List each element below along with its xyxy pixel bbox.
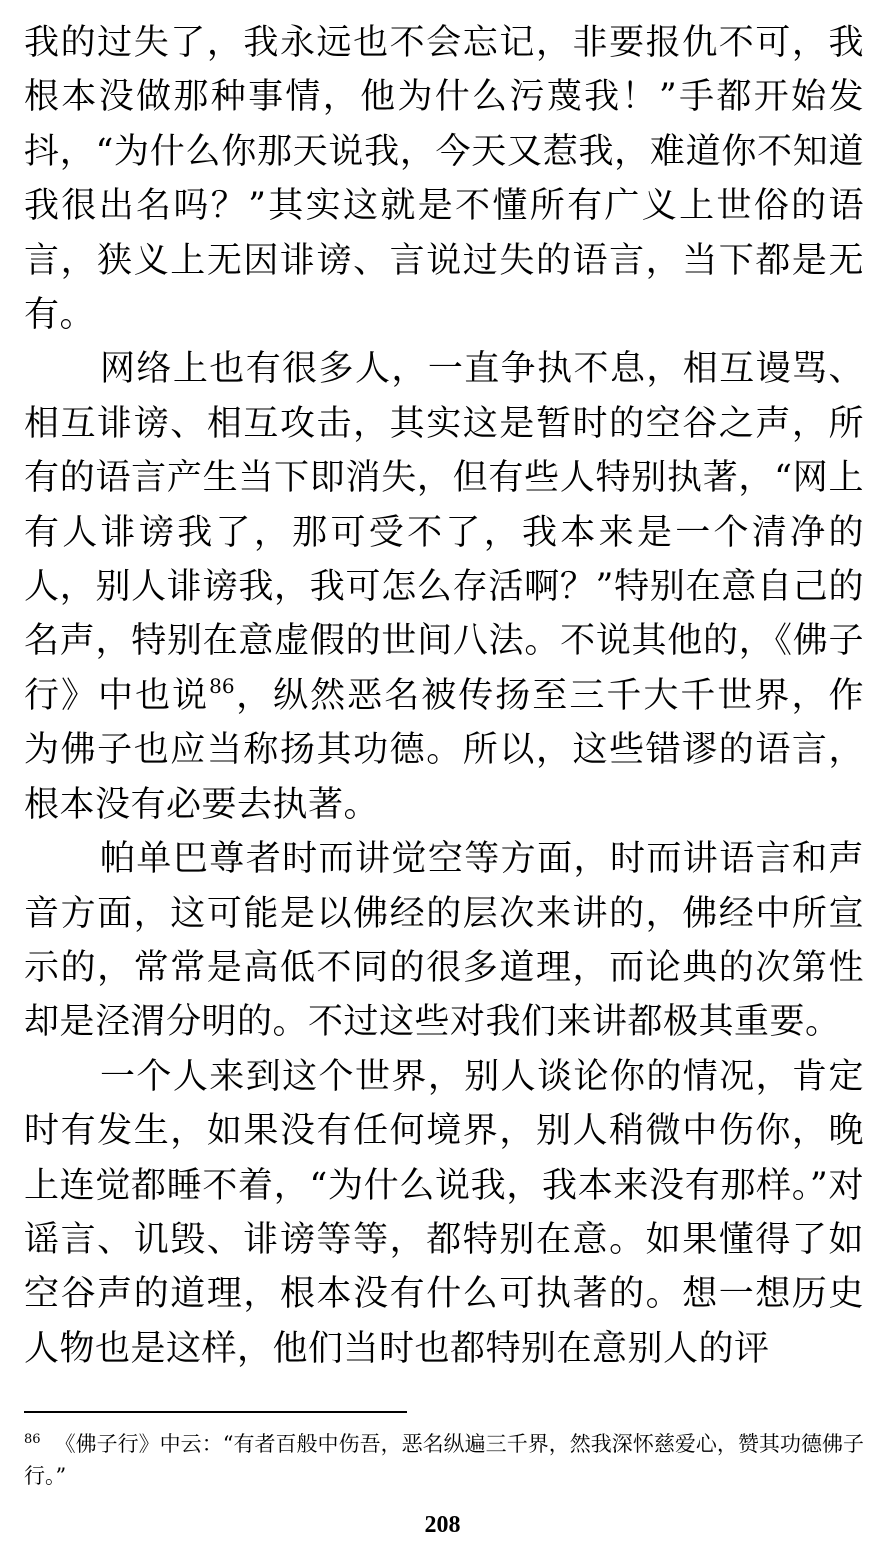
paragraph-continued: 我的过失了，我永远也不会忘记，非要报仇不可，我根本没做那种事情，他为什么污蔑我！”手都开始发抖，“为什么你那天说我，今天又惹我，难道你不知道我很出名吗？”其实这就是不懂所有广义上世俗的语言，狭义上无因诽谤、言说过失的语言，当下都是无有。 xyxy=(24,23,864,336)
main-text xyxy=(24,16,864,1376)
paragraph-text: ，纵然恶名被传扬至三千大千世界，作为佛子也应当称扬其功德。所以，这些错谬的语言，根本没有必要去执著。 xyxy=(24,675,864,825)
paragraph xyxy=(24,342,864,832)
footnote-separator xyxy=(24,1411,407,1413)
footnote-text: 《佛子行》中云：“有者百般中伤吾，恶名纵遍三千界，然我深怀慈爱心，赞其功德佛子行。” xyxy=(24,1432,864,1488)
paragraph: 一个人来到这个世界，别人谈论你的情况，肯定时有发生，如果没有任何境界，别人稍微中伤你，晚上连觉都睡不着，“为什么说我，我本来没有那样。”对谣言、讥毁、诽谤等等，都特别在意。如果懂得了如空谷声的道理，根本没有什么可执著的。想一想历史人物也是这样，他们当时也都特别在意别人的评 xyxy=(24,1056,864,1369)
paragraph: 帕单巴尊者时而讲觉空等方面，时而讲语言和声音方面，这可能是以佛经的层次来讲的，佛经中所宣示的，常常是高低不同的很多道理，而论典的次第性却是泾渭分明的。不过这些对我们来讲都极其重要。 xyxy=(24,839,864,1043)
paragraph-text: 网络上也有很多人，一直争执不息，相互谩骂、相互诽谤、相互攻击，其实这是暂时的空谷之声，所有的语言产生当下即消失，但有些人特别执著，“网上有人诽谤我了，那可受不了，我本来是一个清净的人，别人诽谤我，我可怎么存活啊？”特别在意自己的名声，特别在意虚假的世间八法。不说其他的，《佛子行》中也说 xyxy=(24,349,864,716)
footnote-reference[interactable]: 86 xyxy=(209,673,235,698)
footnote xyxy=(24,1428,864,1492)
footnote-number: 86 xyxy=(24,1432,41,1447)
page-number: 208 xyxy=(424,1512,461,1538)
